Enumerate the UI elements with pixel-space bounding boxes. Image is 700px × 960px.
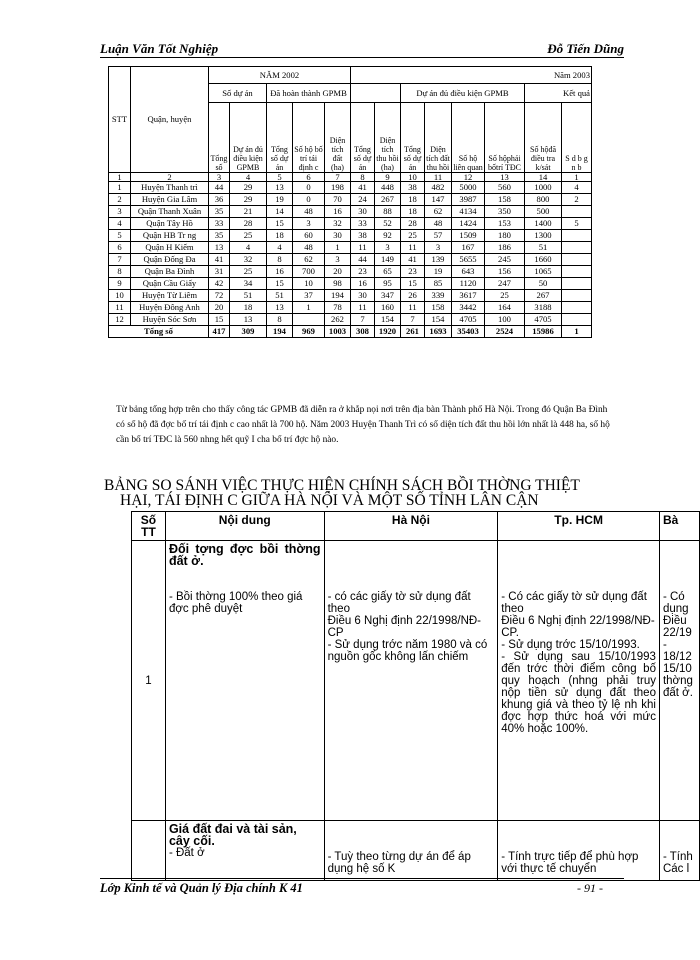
table-cell: 267 [375,194,401,206]
table-cell: 78 [325,302,351,314]
table-cell: 70 [325,194,351,206]
hcmc-cell [498,541,660,821]
table-cell: 1 [325,242,351,254]
table-cell: 44 [209,182,230,194]
table-cell: 149 [375,254,401,266]
hanoi-text: - Sử dụng trớc năm 1980 và có nguồn gốc không lấn chiếm [327,639,488,663]
table-cell: 15 [401,278,425,290]
table-cell: 25 [230,230,267,242]
column-index-cell: 12 [452,173,485,182]
table-cell: 37 [293,290,325,302]
table-cell: 19 [425,266,452,278]
content-item: - Bồi thờng 100% theo giá đợc phê duyệt [168,591,303,615]
table-cell: 28 [401,218,425,230]
header-year-2003: Năm 2003 [351,67,592,84]
content-cell [165,821,324,881]
table-cell: 20 [325,266,351,278]
hcmc-cell [498,821,660,881]
column-index-row [109,173,592,182]
table-cell [562,266,592,278]
table-cell: 643 [452,266,485,278]
header-thesis-title: Luận Văn Tốt Nghiệp [100,41,219,56]
title-line-2: HẠI, TÁI ĐỊNH C GIỮA HÀ NỘI VÀ MỘT SỐ TỈNH LÂN CẬN [120,492,539,509]
table-cell: 32 [230,254,267,266]
table-cell: 1509 [452,230,485,242]
table-cell: 44 [351,254,375,266]
table-cell: 11 [401,302,425,314]
table-row [109,266,592,278]
table-cell: 6 [109,242,131,254]
hcmc-text: - Sử dụng sau 15/10/1993 đến trớc thời điểm công bố quy hoạch (nhng phải truy nộp tiền sử dụng đất theo khung giá và theo tỷ lệ nh khi đợc hợp thức hoá với mức 40% hoặc 100%. [501,651,656,735]
district-name: Huyện Gia Lâm [131,194,209,206]
table-cell: 4705 [452,314,485,326]
column-index-cell: 1 [562,173,592,182]
table-cell: 262 [325,314,351,326]
header-stt: STT [109,67,131,173]
table-cell: 92 [375,230,401,242]
table-cell: 30 [351,206,375,218]
table-cell: 18 [401,194,425,206]
table-cell: 38 [401,182,425,194]
table-cell: 18 [401,206,425,218]
table-cell: 4705 [525,314,562,326]
table-cell: 10 [109,290,131,302]
total-cell: 1003 [325,326,351,338]
table-cell: 65 [375,266,401,278]
table-cell: 1000 [525,182,562,194]
table-cell: 23 [401,266,425,278]
table-cell: 20 [209,302,230,314]
table-cell: 167 [452,242,485,254]
table-cell: 60 [293,230,325,242]
table-cell: 3188 [525,302,562,314]
sub-header-cell: S d b g n b [562,103,592,173]
hcmc-text: Điều 6 Nghị định 22/1998/NĐ-CP. [501,615,655,639]
table-cell: 158 [425,302,452,314]
hanoi-text: - có các giấy tờ sử dụng đất theo [327,591,471,615]
header-hcmc: Tp. HCM [498,512,660,541]
table-cell: 4 [562,182,592,194]
table-cell [562,206,592,218]
district-name: Quận HB Tr ng [131,230,209,242]
hcmc-text: - Có các giấy tờ sử dụng đất theo [501,591,647,615]
district-name: Quận H Kiếm [131,242,209,254]
table-cell: 13 [267,182,293,194]
total-cell: 35403 [452,326,485,338]
hanoi-text: - Tuỳ theo từng dự án để áp dụng hệ số K [327,851,471,875]
column-index-cell: 3 [209,173,230,182]
table-cell: 41 [351,182,375,194]
table-cell: 30 [325,230,351,242]
header-author: Đỗ Tiến Dũng [547,41,624,56]
column-index-cell: 11 [425,173,452,182]
table-cell: 7 [351,314,375,326]
table-cell: 11 [401,242,425,254]
district-name: Quận Đống Đa [131,254,209,266]
table-cell: 8 [109,266,131,278]
hcmc-text: - Tính trực tiếp để phù hợp với thực tế chuyển [501,851,639,875]
table-cell: 24 [351,194,375,206]
header-other-province: Bà [659,512,699,541]
other-province-text: - Có dụng Điều 22/19 - 18/12 15/10 thờng đất ở. [662,591,693,699]
table-cell: 3987 [452,194,485,206]
total-label: Tổng số [109,326,209,338]
content-item: - Đất ở [168,847,205,859]
column-index-cell: 6 [293,173,325,182]
table-cell: 48 [293,206,325,218]
column-index-cell: 10 [401,173,425,182]
table-row [109,314,592,326]
page-number: - 91 - [577,881,603,895]
table-cell: 25 [401,230,425,242]
district-name: Huyện Thanh trì [131,182,209,194]
sub-header-cell: Dự án đủ điều kiện GPMB [230,103,267,173]
column-index-cell: 7 [325,173,351,182]
table-cell: 154 [425,314,452,326]
table-cell: 29 [230,182,267,194]
hanoi-text: Điều 6 Nghị định 22/1998/NĐ-CP [327,615,482,639]
table-cell: 16 [351,278,375,290]
table-row [109,194,592,206]
table-cell: 164 [485,302,525,314]
table-cell: 1424 [452,218,485,230]
table-cell: 700 [293,266,325,278]
sub-header-cell: Tổng số [209,103,230,173]
table-cell: 194 [325,290,351,302]
table-cell: 57 [425,230,452,242]
sub-header-cell: Số hộđã điều tra k/sát [525,103,562,173]
table-cell: 560 [485,182,525,194]
column-index-cell: 8 [351,173,375,182]
table-cell: 154 [375,314,401,326]
table-cell: 2 [562,194,592,206]
header-eligible-projects: Dự án đủ điều kiện GPMB [401,84,525,103]
header-district: Quận, huyện [131,67,209,173]
sub-header-cell: Số hộ liên quan [452,103,485,173]
header-hanoi: Hà Nội [324,512,498,541]
table-cell: 139 [425,254,452,266]
table-cell: 4 [230,242,267,254]
table-cell: 9 [109,278,131,290]
page-header [100,41,624,58]
header-content: Nội dung [165,512,324,541]
table-cell: 1400 [525,218,562,230]
table-cell: 8 [267,314,293,326]
table-cell: 28 [230,218,267,230]
table-row [109,182,592,194]
table-cell: 26 [401,290,425,302]
content-cell [165,541,324,821]
district-name: Huyện Sóc Sơn [131,314,209,326]
table-cell: 16 [325,206,351,218]
header-year-2002: NĂM 2002 [209,67,351,84]
table-cell: 95 [375,278,401,290]
table-cell: 10 [293,278,325,290]
content-heading: Giá đất đai và tài sản, cây cối. [168,822,297,848]
total-cell: 309 [230,326,267,338]
district-name: Quận Cầu Giấy [131,278,209,290]
table-cell: 33 [351,218,375,230]
table-cell: 52 [375,218,401,230]
table-cell: 1 [109,182,131,194]
table-cell: 14 [267,206,293,218]
table-cell: 51 [267,290,293,302]
table-cell: 50 [525,278,562,290]
table-cell: 500 [525,206,562,218]
table-cell: 29 [230,194,267,206]
hcmc-text: - Sử dụng trớc 15/10/1993. [501,639,640,651]
table-cell: 48 [293,242,325,254]
table-cell: 5 [109,230,131,242]
table-cell: 15 [267,278,293,290]
sub-header-cell: Tổng số dự án [267,103,293,173]
sub-header-cell: Số hộphải bốtrí TĐC [485,103,525,173]
table-cell: 25 [230,266,267,278]
column-index-cell: 9 [375,173,401,182]
table-cell: 35 [209,206,230,218]
total-cell: 15986 [525,326,562,338]
comparison-table [131,511,700,881]
table-cell: 0 [293,182,325,194]
table-cell: 8 [267,254,293,266]
table-cell: 3 [375,242,401,254]
table-cell: 13 [267,302,293,314]
district-name: Quận Thanh Xuân [131,206,209,218]
table-cell: 156 [485,266,525,278]
gpmb-summary-table [108,66,592,338]
table-cell: 13 [230,314,267,326]
table-cell: 13 [209,242,230,254]
table-cell: 800 [525,194,562,206]
district-name: Huyện Từ Liêm [131,290,209,302]
sub-header-cell: Tổng số dự án [401,103,425,173]
header-completed: Đã hoàn thành GPMB [267,84,351,103]
total-cell: 1693 [425,326,452,338]
table-cell: 1065 [525,266,562,278]
total-cell: 308 [351,326,375,338]
table-cell: 247 [485,278,525,290]
table-cell: 153 [485,218,525,230]
table-cell [562,314,592,326]
table-cell [562,278,592,290]
column-index-cell: 14 [525,173,562,182]
footer-rule [100,878,624,880]
table-cell: 180 [485,230,525,242]
total-row [109,326,592,338]
table-cell: 51 [230,290,267,302]
table-cell: 88 [375,206,401,218]
table-cell: 5655 [452,254,485,266]
table-cell [293,314,325,326]
table-cell: 72 [209,290,230,302]
district-name: Huyện Đông Anh [131,302,209,314]
table-cell: 15 [267,218,293,230]
column-index-cell: 13 [485,173,525,182]
column-index-cell: 4 [230,173,267,182]
table-cell: 11 [351,242,375,254]
table-row [109,254,592,266]
table-cell: 19 [267,194,293,206]
table-cell: 23 [351,266,375,278]
other-province-cell [659,821,699,881]
table-cell: 11 [351,302,375,314]
column-index-cell: 1 [109,173,131,182]
table-cell: 198 [325,182,351,194]
table-cell [562,242,592,254]
table-cell: 62 [293,254,325,266]
table-cell: 3 [109,206,131,218]
table-row [109,290,592,302]
header-results: Kết quả [525,84,592,103]
table-row [109,302,592,314]
total-cell: 1 [562,326,592,338]
table-cell: 3442 [452,302,485,314]
table-cell: 41 [401,254,425,266]
other-province-text: - Tính Các l [662,851,693,875]
table-cell: 2 [109,194,131,206]
row-number-empty [132,821,166,881]
row-number: 1 [132,541,166,821]
table-cell: 42 [209,278,230,290]
table-cell: 1300 [525,230,562,242]
table-cell: 4 [109,218,131,230]
table-cell: 35 [209,230,230,242]
hanoi-cell [324,541,498,821]
table-cell: 160 [375,302,401,314]
table-cell: 5000 [452,182,485,194]
table-cell: 147 [425,194,452,206]
table-cell: 15 [209,314,230,326]
content-heading: Đối tợng đợc bồi thờng đất ở. [168,542,321,568]
table-cell: 347 [375,290,401,302]
table-cell: 482 [425,182,452,194]
total-cell: 1920 [375,326,401,338]
table-cell: 11 [109,302,131,314]
title-line-1: BẢNG SO SÁNH VIỆC THỰC HIỆN CHÍNH SÁCH BỒI THỜNG THIỆT [104,477,580,494]
table-cell: 350 [485,206,525,218]
sub-header-cell: Số hộ bố trí tái định c [293,103,325,173]
table-cell: 339 [425,290,452,302]
table-cell: 3 [325,254,351,266]
table-cell: 1660 [525,254,562,266]
district-name: Quận Ba Đình [131,266,209,278]
table-row [109,278,592,290]
header-no: Số TT [132,512,166,541]
table-row [109,230,592,242]
table-cell: 267 [525,290,562,302]
table-cell [562,290,592,302]
table-cell: 38 [351,230,375,242]
table-row [109,218,592,230]
table-cell: 41 [209,254,230,266]
footer-class: Lớp Kinh tế và Quản lý Địa chính K 41 [100,881,303,895]
table-cell: 3617 [452,290,485,302]
table-cell: 3 [293,218,325,230]
sub-header-cell: Diện tích đất thu hồi [425,103,452,173]
table-cell: 4134 [452,206,485,218]
table-cell: 30 [351,290,375,302]
total-cell: 261 [401,326,425,338]
table-row [109,206,592,218]
table-cell: 85 [425,278,452,290]
column-index-cell: 5 [267,173,293,182]
comparison-title [104,478,700,508]
table-cell: 245 [485,254,525,266]
total-cell: 194 [267,326,293,338]
table-cell: 16 [267,266,293,278]
table-cell: 4 [267,242,293,254]
total-cell: 417 [209,326,230,338]
other-province-cell [659,541,699,821]
table-cell: 31 [209,266,230,278]
total-cell: 969 [293,326,325,338]
table-cell: 158 [485,194,525,206]
table-row [109,242,592,254]
table-cell: 7 [109,254,131,266]
table-cell: 36 [209,194,230,206]
table-cell: 62 [425,206,452,218]
table-cell: 32 [325,218,351,230]
total-cell: 2524 [485,326,525,338]
sub-header-cell: Tổng số dự án [351,103,375,173]
table-cell: 186 [485,242,525,254]
table-cell: 18 [267,230,293,242]
table-cell: 21 [230,206,267,218]
table-cell: 7 [401,314,425,326]
table-cell: 12 [109,314,131,326]
table-cell [562,302,592,314]
hanoi-cell [324,821,498,881]
table-cell [562,254,592,266]
table-cell: 48 [425,218,452,230]
table-cell [562,230,592,242]
table-cell: 51 [525,242,562,254]
table-cell: 33 [209,218,230,230]
column-index-cell: 2 [131,173,209,182]
header-project-count: Số dự án [209,84,267,103]
table-cell: 34 [230,278,267,290]
table-cell: 25 [485,290,525,302]
sub-header-cell: Diện tích đất (ha) [325,103,351,173]
sub-header-cell: Diện tích thu hồi (ha) [375,103,401,173]
table-cell: 100 [485,314,525,326]
table-cell: 1120 [452,278,485,290]
table-cell: 98 [325,278,351,290]
summary-paragraph: Từ bảng tổng hợp trên cho thấy công tác GPMB đã diễn ra ở khắp nọi nơi trên địa bàn Thành phố Hà Nội. Trong đó Quận Ba Đình có số hộ đã đợc bố trí tái định c cao nhất là 700 hộ. Năm 2003 Huyện Thanh Trì có số diện tích đất thu hồi lớn nhất là 448 ha, số hộ cần bố trí TĐC là 560 nhng hết quỹ I cha bố trí đợc hộ nào. [116,405,610,445]
table-cell: 448 [375,182,401,194]
table-cell: 1 [293,302,325,314]
table-cell: 5 [562,218,592,230]
table-cell: 3 [425,242,452,254]
table-cell: 18 [230,302,267,314]
table-cell: 0 [293,194,325,206]
district-name: Quận Tây Hồ [131,218,209,230]
